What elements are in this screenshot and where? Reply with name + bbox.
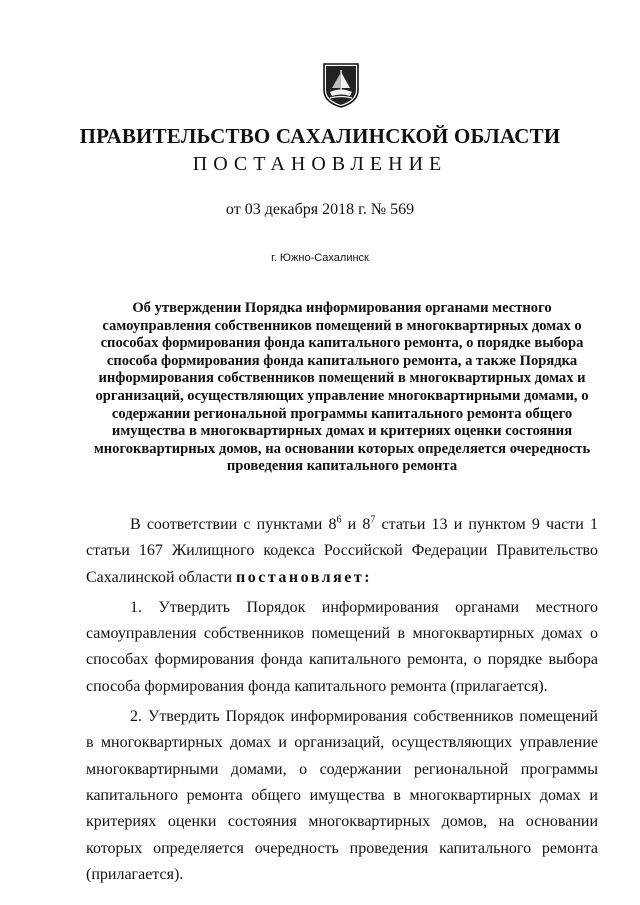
document-date-number: от 03 декабря 2018 г. № 569 — [225, 201, 415, 218]
item-2-paragraph: 2. Утвердить Порядок информирования собственников помещений в многоквартирных домах и организаций, осуществляющих управление многоквартирными домами, о содержании региональной программы капитального ремонта общего имущества в многоквартирных домах и критериях оценки состояния многоквартирных домов, на основании которых определяется очередность проведения капитального ремонта (прилагается). — [86, 708, 598, 883]
document-type: ПОСТАНОВЛЕНИЕ — [192, 153, 448, 175]
sakhalin-coat-of-arms-icon — [322, 62, 360, 108]
preamble-text-1: В соответствии с пунктами 8 — [130, 516, 337, 533]
item-1-paragraph: 1. Утвердить Порядок информирования органами местного самоуправления собственников помещений в многоквартирных домах о способах формирования фонда капитального ремонта, о порядке выбора способа формирования фонда капитального ремонта (прилагается). — [86, 598, 598, 695]
resolves-word: постановляет — [236, 568, 365, 586]
document-subject: Об утверждении Порядка информирования органами местного самоуправления собственников помещений в многоквартирных домах о способах формирования фонда капитального ремонта, о порядке выбора способа формирования фонда капитального ремонта, а также Порядка информирования собственников помещений в многоквартирных домах и организаций, осуществляющих управление многоквартирными домами, о содержании региональной программы капитального ремонта общего имущества в многоквартирных домах и критериях оценки состояния многоквартирных домов, на основании которых определяется очередность проведения капитального ремонта — [93, 300, 591, 475]
preamble-paragraph — [86, 512, 598, 591]
preamble-text-3: статьи 13 и пунктом 9 части 1 статьи 167 Жилищного кодекса Российской Федерации Правительство Сахалинской области — [86, 516, 599, 586]
resolves-colon: : — [364, 568, 373, 586]
organization-title: ПРАВИТЕЛЬСТВО САХАЛИНСКОЙ ОБЛАСТИ — [79, 124, 561, 148]
document-city: г. Южно-Сахалинск — [271, 252, 369, 264]
superscript-6: 6 — [336, 514, 342, 526]
superscript-7: 7 — [370, 514, 376, 526]
document-body — [86, 512, 598, 888]
preamble-text-2: и 8 — [341, 516, 371, 533]
